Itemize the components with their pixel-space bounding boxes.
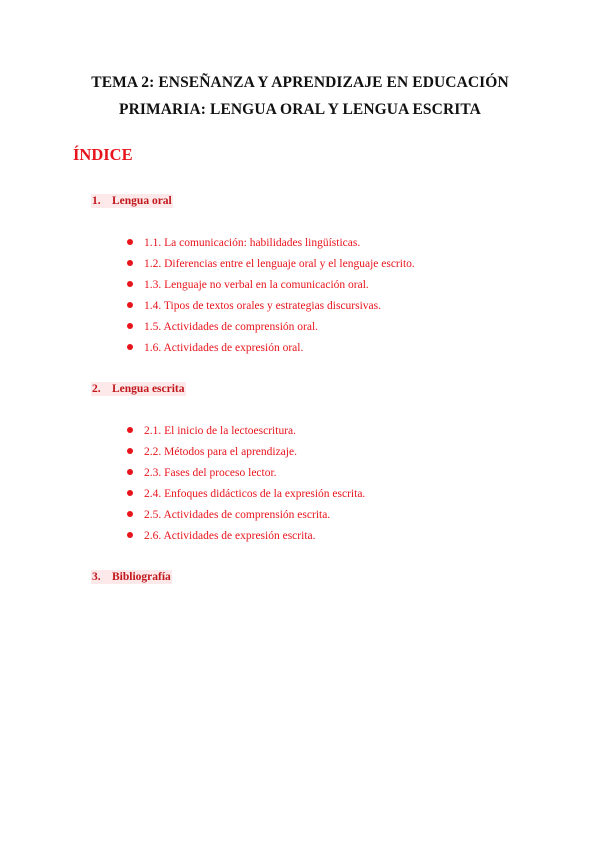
red-dot-bullet-icon [127,344,133,350]
index-heading: ÍNDICE [73,145,133,164]
list-item [127,508,330,522]
red-dot-bullet-icon [127,427,133,433]
list-item-text: 1.6. Actividades de expresión oral. [144,342,304,354]
red-dot-bullet-icon [127,469,133,475]
document-title-line-1: TEMA 2: ENSEÑANZA Y APRENDIZAJE EN EDUCACIÓN [91,74,509,91]
list-item [127,529,316,543]
list-item-text: 2.4. Enfoques didácticos de la expresión escrita. [144,488,366,500]
red-dot-bullet-icon [127,323,133,329]
section-title: Lengua escrita [112,383,185,395]
list-item-text: 1.2. Diferencias entre el lenguaje oral y el lenguaje escrito. [144,258,415,270]
list-item [127,278,369,292]
list-item [127,257,415,271]
section-heading-lengua-oral [91,194,173,208]
red-dot-bullet-icon [127,281,133,287]
list-item-text: 2.3. Fases del proceso lector. [144,467,277,479]
list-item-text: 2.2. Métodos para el aprendizaje. [144,446,297,458]
red-dot-bullet-icon [127,302,133,308]
list-item [127,424,296,438]
red-dot-bullet-icon [127,511,133,517]
section-title: Bibliografía [112,571,171,583]
red-dot-bullet-icon [127,448,133,454]
list-item-text: 1.4. Tipos de textos orales y estrategias discursivas. [144,300,382,312]
list-item-text: 1.3. Lenguaje no verbal en la comunicación oral. [144,279,369,291]
list-item [127,320,318,334]
red-dot-bullet-icon [127,532,133,538]
section-number: 1. [92,195,101,207]
section-heading-bibliografia [91,570,172,584]
section-heading-lengua-escrita [91,382,186,396]
list-item-text: 2.6. Actividades de expresión escrita. [144,530,316,542]
list-item [127,236,360,250]
section-title: Lengua oral [112,195,172,207]
section-number: 2. [92,383,101,395]
list-item-text: 1.1. La comunicación: habilidades lingüísticas. [144,237,361,249]
list-item [127,466,277,480]
section-number: 3. [92,571,101,583]
list-item [127,487,365,501]
red-dot-bullet-icon [127,260,133,266]
list-item [127,341,303,355]
list-item-text: 2.1. El inicio de la lectoescritura. [144,425,296,437]
document-title-line-2: PRIMARIA: LENGUA ORAL Y LENGUA ESCRITA [119,101,481,118]
red-dot-bullet-icon [127,239,133,245]
list-item [127,299,381,313]
list-item-text: 2.5. Actividades de comprensión escrita. [144,509,331,521]
red-dot-bullet-icon [127,490,133,496]
list-item [127,445,297,459]
list-item-text: 1.5. Actividades de comprensión oral. [144,321,319,333]
